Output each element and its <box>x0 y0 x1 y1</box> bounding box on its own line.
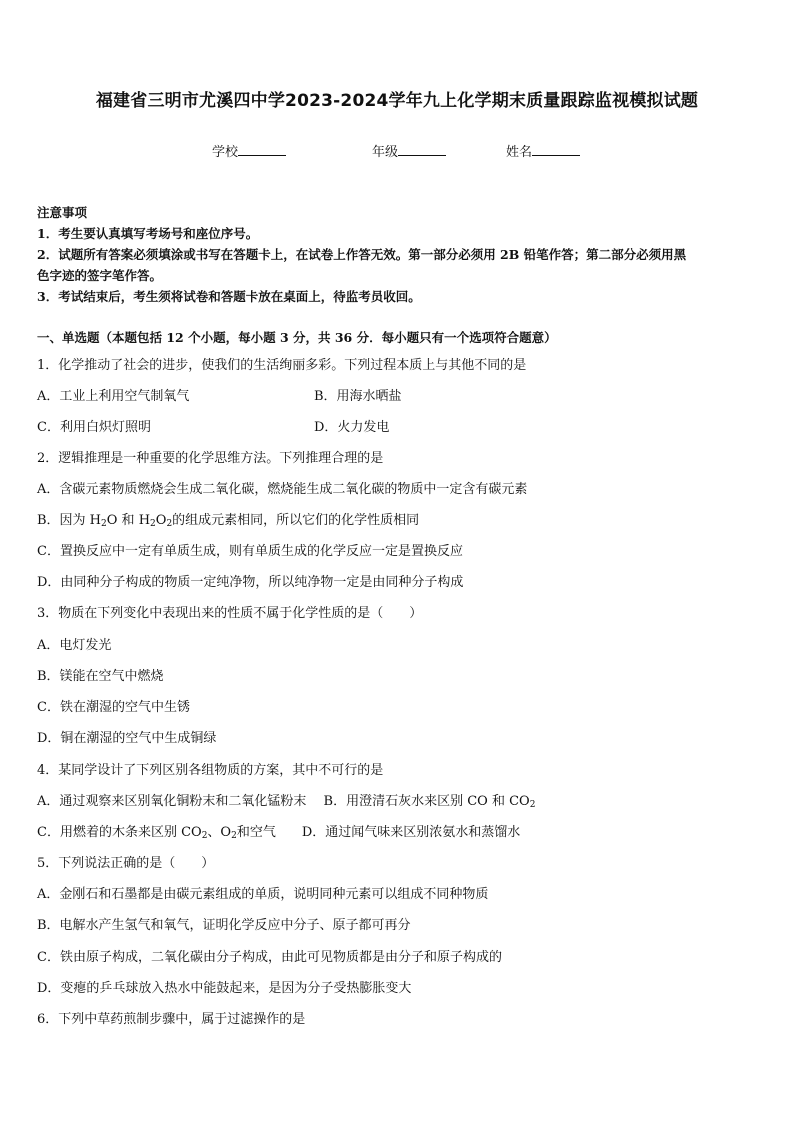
subscript: 2 <box>529 800 536 810</box>
section-heading: 一、单选题（本题包括 12 个小题，每小题 3 分，共 36 分．每小题只有一个选项符合题意） <box>37 330 557 345</box>
option-b <box>37 509 419 529</box>
text-fragment: O 和 H <box>106 513 151 528</box>
option-c: C．利用白炽灯照明 <box>37 420 151 435</box>
option-b: B．电解水产生氢气和氧气，证明化学反应中分子、原子都可再分 <box>37 918 411 933</box>
option-b: B．镁能在空气中燃烧 <box>37 669 164 684</box>
notice-item: 3．考试结束后，考生须将试卷和答题卡放在桌面上，待监考员收回。 <box>37 289 421 304</box>
option-c: C．置换反应中一定有单质生成，则有单质生成的化学反应一定是置换反应 <box>37 544 463 559</box>
notice-heading: 注意事项 <box>37 205 88 220</box>
option-c: C．铁在潮湿的空气中生锈 <box>37 700 190 715</box>
question-stem: 1．化学推动了社会的进步，使我们的生活绚丽多彩。下列过程本质上与其他不同的是 <box>37 358 527 373</box>
option-d: D．火力发电 <box>314 420 390 435</box>
text-fragment: A．通过观察来区别氧化铜粉末和二氧化锰粉末 B．用澄清石灰水来区别 CO 和 CO <box>37 794 530 809</box>
text-fragment: 和空气 D．通过闻气味来区别浓氨水和蒸馏水 <box>236 825 521 840</box>
question-stem: 2．逻辑推理是一种重要的化学思维方法。下列推理合理的是 <box>37 451 384 466</box>
text-fragment: 的组成元素相同，所以它们的化学性质相同 <box>172 513 420 528</box>
name-label: 姓名 <box>506 145 533 160</box>
grade-field[interactable] <box>372 141 446 160</box>
grade-label: 年级 <box>372 145 399 160</box>
question-stem: 6．下列中草药煎制步骤中，属于过滤操作的是 <box>37 1012 306 1027</box>
notice-item: 1．考生要认真填写考场号和座位序号。 <box>37 226 259 241</box>
question-stem: 3．物质在下列变化中表现出来的性质不属于化学性质的是（ ） <box>37 606 423 621</box>
grade-blank[interactable] <box>398 143 446 156</box>
school-field[interactable] <box>212 141 286 160</box>
name-blank[interactable] <box>532 143 580 156</box>
option-c-d <box>37 821 520 841</box>
school-blank[interactable] <box>238 143 286 156</box>
notice-item: 色字迹的签字笔作答。 <box>37 268 163 283</box>
option-c: C．铁由原子构成，二氧化碳由分子构成，由此可见物质都是由分子和原子构成的 <box>37 950 502 965</box>
option-a: A．电灯发光 <box>37 638 112 653</box>
name-field[interactable] <box>506 141 580 160</box>
school-label: 学校 <box>212 145 239 160</box>
text-fragment: B．因为 H <box>37 513 102 528</box>
text-fragment: O <box>155 513 167 528</box>
option-b: B．用海水晒盐 <box>314 389 402 404</box>
option-a: A．工业上利用空气制氧气 <box>37 389 190 404</box>
option-d: D．变瘪的乒乓球放入热水中能鼓起来，是因为分子受热膨胀变大 <box>37 981 412 996</box>
question-stem: 5．下列说法正确的是（ ） <box>37 856 215 871</box>
text-fragment: C．用燃着的木条来区别 CO <box>37 825 202 840</box>
subscript: 2 <box>201 831 208 841</box>
subscript: 2 <box>150 519 156 529</box>
question-stem: 4．某同学设计了下列区别各组物质的方案，其中不可行的是 <box>37 763 384 778</box>
option-d: D．由同种分子构成的物质一定纯净物，所以纯净物一定是由同种分子构成 <box>37 575 464 590</box>
text-fragment: 、O <box>207 825 232 840</box>
option-a-b <box>37 790 535 810</box>
subscript: 2 <box>101 519 107 529</box>
subscript: 2 <box>166 519 173 529</box>
notice-item: 2．试题所有答案必须填涂或书写在答题卡上，在试卷上作答无效。第一部分必须用 2B 铅笔作答；第二部分必须用黑 <box>37 247 687 262</box>
page-title: 福建省三明市尤溪四中学2023-2024学年九上化学期末质量跟踪监视模拟试题 <box>95 91 699 111</box>
option-a: A．金刚石和石墨都是由碳元素组成的单质，说明同种元素可以组成不同种物质 <box>37 887 489 902</box>
subscript: 2 <box>231 831 237 841</box>
option-d: D．铜在潮湿的空气中生成铜绿 <box>37 731 217 746</box>
option-a: A．含碳元素物质燃烧会生成二氧化碳，燃烧能生成二氧化碳的物质中一定含有碳元素 <box>37 482 528 497</box>
